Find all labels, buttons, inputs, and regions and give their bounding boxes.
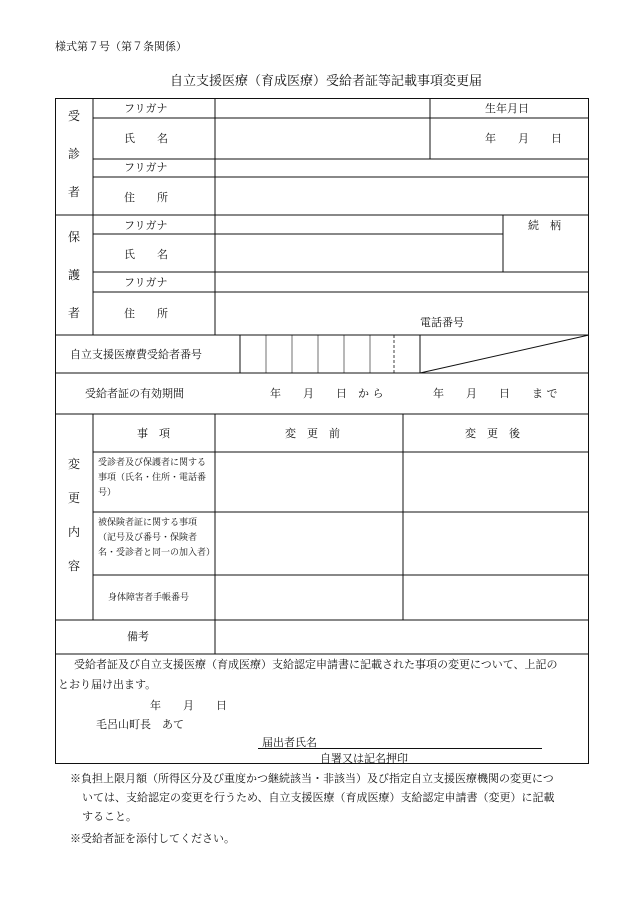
birthdate-label: 生年月日 <box>485 102 529 115</box>
changes-label-char: 更 <box>67 491 80 505</box>
addressee: 毛呂山町長 あて <box>96 718 184 731</box>
guardian-address-label: 住 所 <box>124 307 168 320</box>
patient-address-label: 住 所 <box>124 191 168 204</box>
patient-furigana-label: フリガナ <box>124 102 168 115</box>
validity-label: 受給者証の有効期間 <box>85 387 184 400</box>
phone-label: 電話番号 <box>420 316 464 329</box>
change-item-personal: 受診者及び保護者に関する事項（氏名・住所・電話番号） <box>98 458 207 498</box>
guardian-label-char: 護 <box>67 268 80 282</box>
guardian-address-furigana-label: フリガナ <box>124 276 168 289</box>
signature-note: 自署又は記名押印 <box>320 752 408 765</box>
before-header: 変 更 前 <box>285 427 340 440</box>
changes-label-char: 容 <box>67 559 80 573</box>
change-item-insurance: 被保険者証に関する事項（記号及び番号・保険者名・受診者と同一の加入者） <box>98 518 216 558</box>
changes-section-label <box>67 458 81 588</box>
guardian-label-char: 者 <box>67 306 80 320</box>
relation-label: 続 柄 <box>528 219 561 232</box>
patient-label-char: 受 <box>67 109 80 123</box>
birthdate-placeholder: 年 月 日 <box>485 132 562 145</box>
guardian-section-label <box>67 231 81 331</box>
declaration-line-1: 受給者証及び自立支援医療（育成医療）支給認定申請書に記載された事項の変更について、上記の <box>74 658 558 671</box>
declaration-date: 年 月 日 <box>150 699 227 712</box>
form-number: 様式第７号（第７条関係） <box>55 40 187 53</box>
guardian-name-label: 氏 名 <box>124 248 168 261</box>
patient-label-char: 者 <box>67 185 80 199</box>
recipient-number-label: 自立支援医療費受給者番号 <box>70 348 202 361</box>
patient-address-furigana-label: フリガナ <box>124 161 168 174</box>
note-1-line-2: いては、支給認定の変更を行うため、自立支援医療（育成医療）支給認定申請書（変更）に記載 <box>82 791 555 804</box>
change-item-handbook: 身体障害者手帳番号 <box>108 593 190 603</box>
submitter-signature-line[interactable] <box>258 748 542 749</box>
submitter-label: 届出者氏名 <box>262 736 317 749</box>
changes-label-char: 変 <box>67 457 80 471</box>
guardian-label-char: 保 <box>67 230 80 244</box>
validity-to: 年 月 日 ま で <box>433 387 558 400</box>
patient-label-char: 診 <box>67 147 80 161</box>
note-2: ※受給者証を添付してください。 <box>70 832 235 845</box>
item-header: 事 項 <box>137 427 170 440</box>
changes-label-char: 内 <box>67 525 80 539</box>
declaration-line-2: とおり届け出ます。 <box>58 678 157 691</box>
after-header: 変 更 後 <box>465 427 520 440</box>
patient-name-label: 氏 名 <box>124 132 168 145</box>
validity-from: 年 月 日 か ら <box>270 387 384 400</box>
form-title: 自立支援医療（育成医療）受給者証等記載事項変更届 <box>170 74 483 89</box>
note-1-line-3: すること。 <box>82 810 137 823</box>
remarks-label: 備考 <box>127 630 149 643</box>
patient-section-label <box>67 110 81 210</box>
guardian-furigana-label: フリガナ <box>124 219 168 232</box>
note-1-line-1: ※負担上限月額（所得区分及び重度かつ継続該当・非該当）及び指定自立支援医療機関の変更につ <box>70 772 554 785</box>
